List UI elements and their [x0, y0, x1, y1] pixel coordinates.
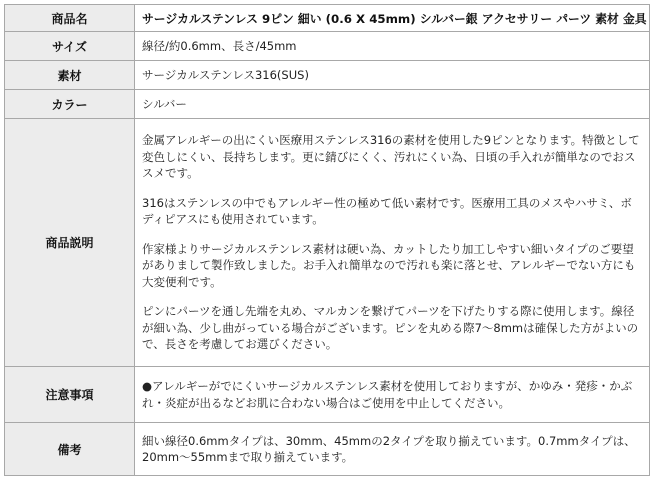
table-row-remarks: [5, 423, 650, 476]
description-value: [135, 119, 650, 367]
product-spec-table: [4, 4, 650, 476]
table-row-caution: [5, 367, 650, 423]
size-label: サイズ: [5, 32, 135, 61]
description-label: 商品説明: [5, 119, 135, 367]
color-label: カラー: [5, 90, 135, 119]
remarks-value: [135, 423, 650, 476]
table-row-material: [5, 61, 650, 90]
caution-label: 注意事項: [5, 367, 135, 423]
description-paragraph-2: 316はステンレスの中でもアレルギー性の極めて低い素材です。医療用工具のメスやハサミ、ボディピアスにも使用されています。: [142, 195, 632, 227]
table-row-product-name: [5, 5, 650, 32]
table-row-size: [5, 32, 650, 61]
table-row-color: [5, 90, 650, 119]
caution-text: ●アレルギーがでにくいサージカルステンレス素材を使用しておりますが、かゆみ・発疹・かぶれ・炎症が出るなどお肌に合わない場合はご使用を中止してください。: [142, 379, 633, 410]
color-value: シルバー: [135, 90, 650, 119]
table-row-description: [5, 119, 650, 367]
remarks-label: 備考: [5, 423, 135, 476]
product-name-value: サージカルステンレス 9ピン 細い (0.6 X 45mm) シルバー銀 アクセサリー パーツ 素材 金具: [135, 5, 650, 32]
material-label: 素材: [5, 61, 135, 90]
product-name-label: 商品名: [5, 5, 135, 32]
description-paragraph-1: 金属アレルギーの出にくい医療用ステンレス316の素材を使用した9ピンとなります。特徴として変色しにくい、長持ちします。更に錆びにくく、汚れにくい為、日頃の手入れが簡単なのでおススメです。: [142, 133, 640, 181]
caution-value: [135, 367, 650, 423]
description-paragraph-3: 作家様よりサージカルステンレス素材は硬い為、カットしたり加工しやすい細いタイプのご要望がありまして製作致しました。お手入れ簡単なので汚れも楽に落とせ、アレルギーでない方にも大変便利です。: [142, 241, 636, 289]
description-paragraph-4: ピンにパーツを通し先端を丸め、マルカンを繋げてパーツを下げたりする際に使用します。線径が細い為、少し曲がっている場合がございます。ピンを丸める際7～8mmは確保した方がよいので、長さを考慮してお選びください。: [142, 304, 639, 352]
remarks-text: 細い線径0.6mmタイプは、30mm、45mmの2タイプを取り揃えています。0.7mmタイプは、20mm～55mmまで取り揃えています。: [142, 433, 636, 464]
material-value: サージカルステンレス316(SUS): [135, 61, 650, 90]
size-value: 線径/約0.6mm、長さ/45mm: [135, 32, 650, 61]
